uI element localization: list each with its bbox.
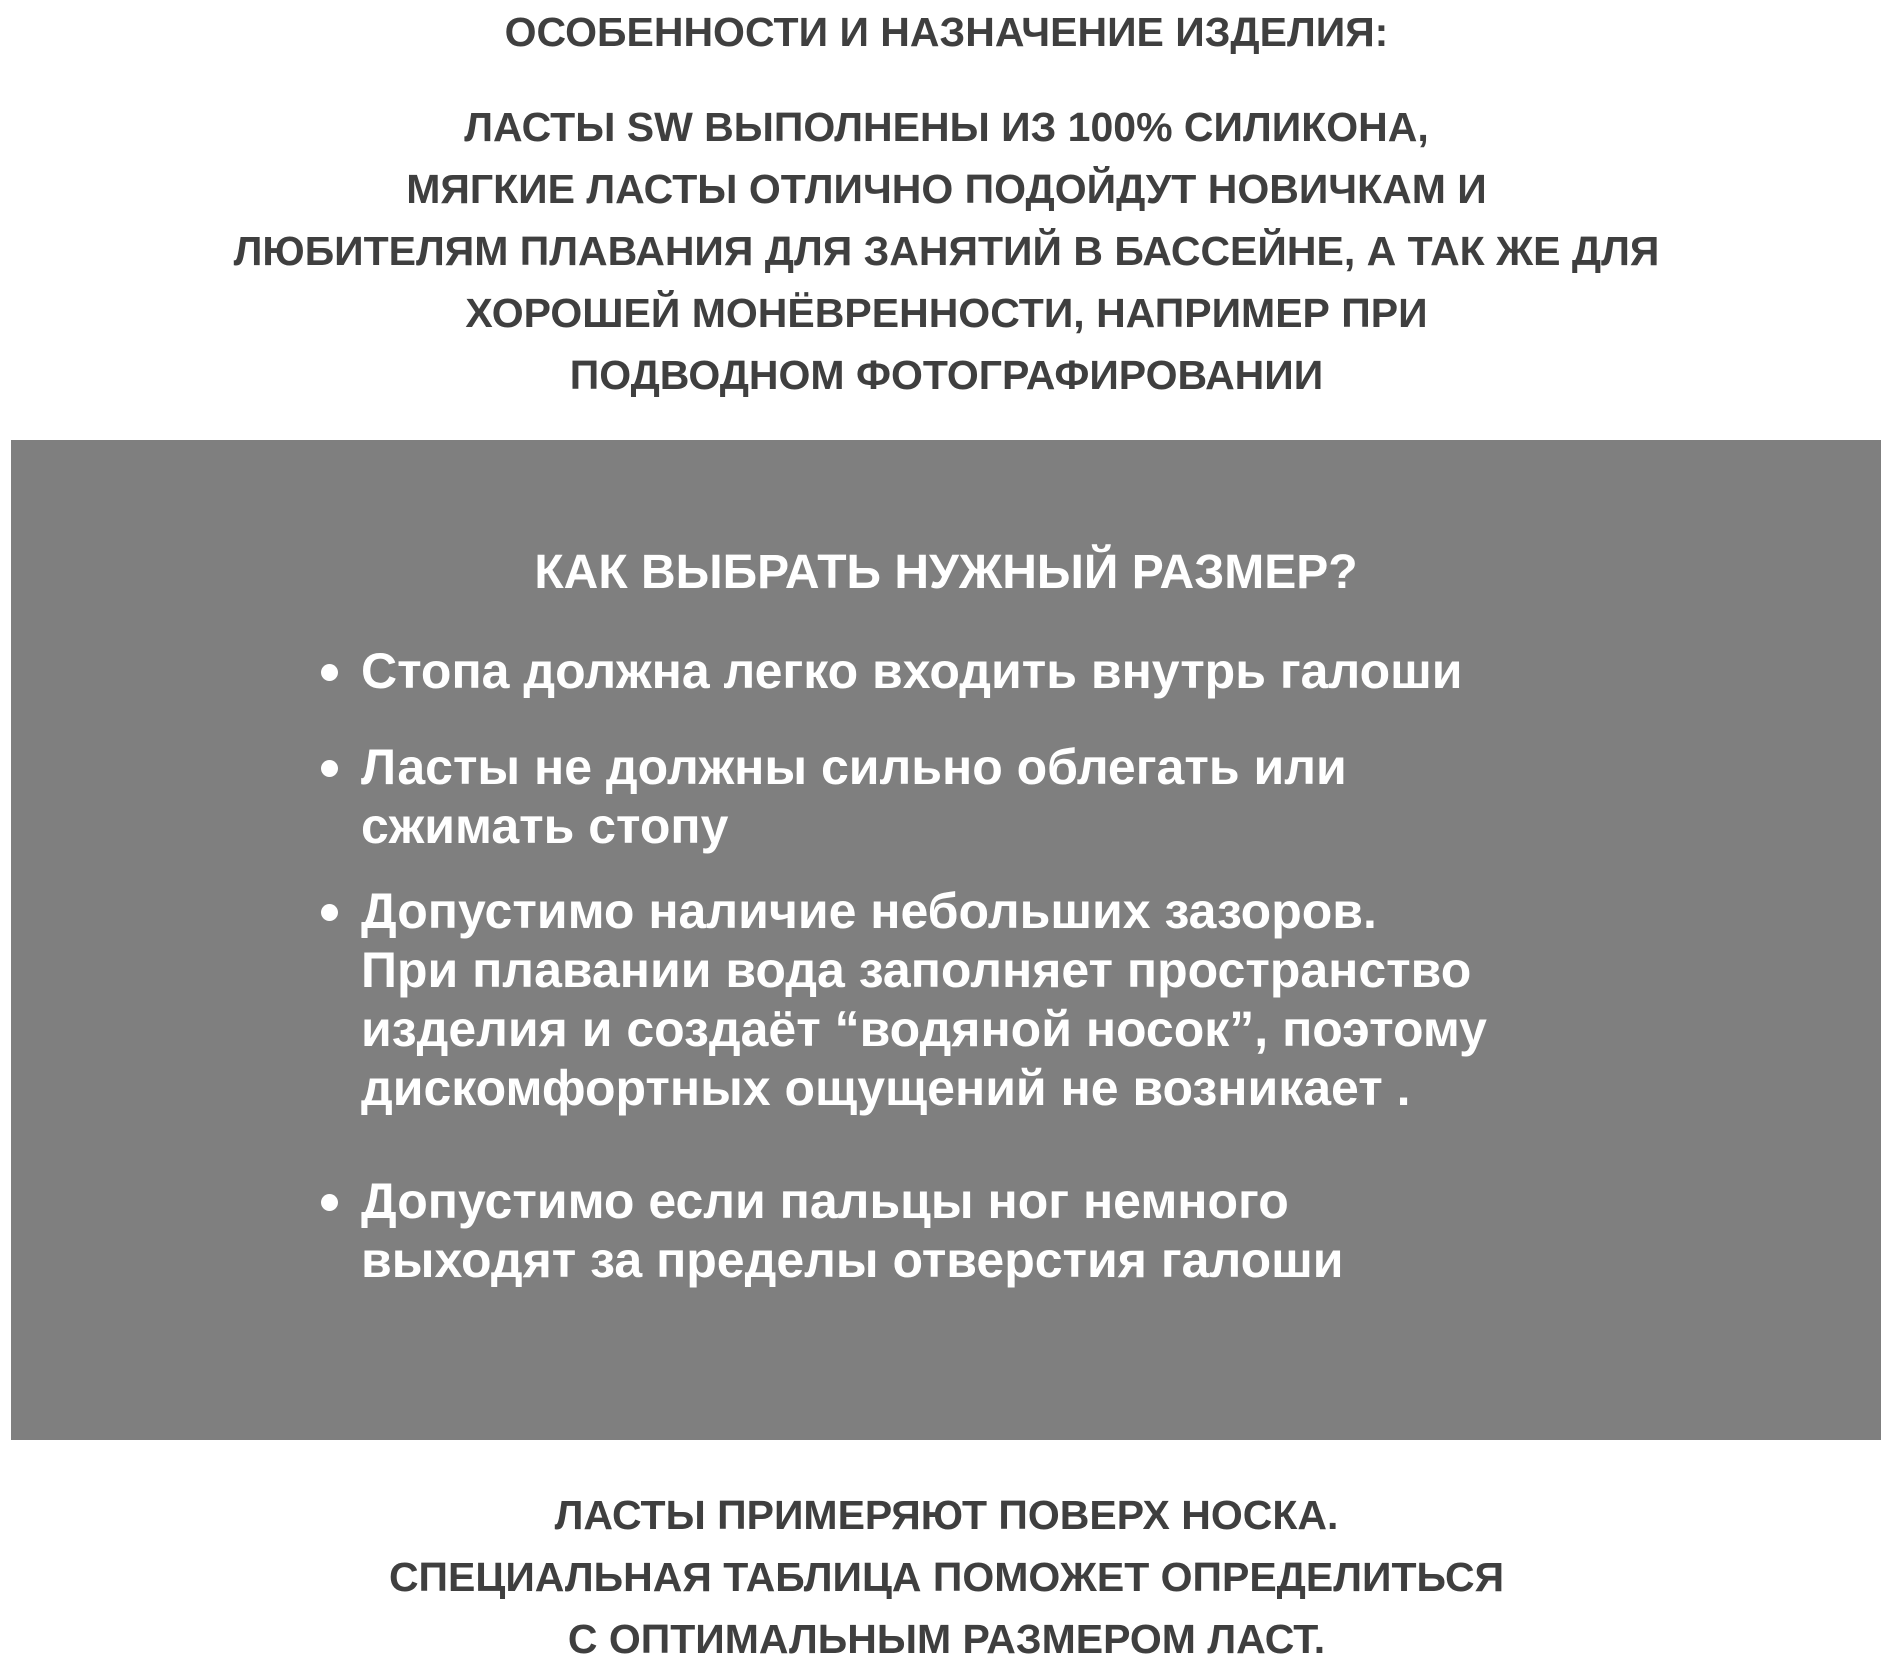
fitting-note [0,1484,1893,1670]
note-line: СПЕЦИАЛЬНАЯ ТАБЛИЦА ПОМОЖЕТ ОПРЕДЕЛИТЬСЯ [388,1554,1505,1600]
size-guide-title: КАК ВЫБРАТЬ НУЖНЫЙ РАЗМЕР? [534,546,1358,599]
tip-line: При плавании вода заполняет пространство [361,942,1472,998]
size-guide-panel [11,440,1881,1440]
tip-line: выходят за пределы отверстия галоши [361,1232,1344,1288]
description-line: МЯГКИЕ ЛАСТЫ ОТЛИЧНО ПОДОЙДУТ НОВИЧКАМ И [406,166,1487,212]
features-heading: ОСОБЕННОСТИ И НАЗНАЧЕНИЕ ИЗДЕЛИЯ: [504,9,1389,55]
product-description [0,96,1893,406]
note-line: ЛАСТЫ ПРИМЕРЯЮТ ПОВЕРХ НОСКА. [554,1492,1339,1538]
tip-line: Стопа должна легко входить внутрь галоши [361,643,1463,699]
note-line: С ОПТИМАЛЬНЫМ РАЗМЕРОМ ЛАСТ. [567,1616,1326,1662]
size-tip [361,1172,1761,1290]
tip-line: Допустимо если пальцы ног немного [361,1173,1289,1229]
size-tip [361,882,1761,1118]
description-line: ЛАСТЫ SW ВЫПОЛНЕНЫ ИЗ 100% СИЛИКОНА, [464,104,1429,150]
tip-line: изделия и создаёт “водяной носок”, поэтому [361,1001,1487,1057]
bullet-icon [321,1194,338,1211]
tip-line: Допустимо наличие небольших зазоров. [361,883,1377,939]
bullet-icon [321,760,338,777]
tip-line: сжимать стопу [361,798,729,854]
bullet-icon [321,904,338,921]
description-line: ХОРОШЕЙ МОНЁВРЕННОСТИ, НАПРИМЕР ПРИ [465,290,1428,336]
tip-line: дискомфортных ощущений не возникает . [361,1060,1411,1116]
description-line: ПОДВОДНОМ ФОТОГРАФИРОВАНИИ [569,352,1324,398]
tip-line: Ласты не должны сильно облегать или [361,739,1347,795]
size-tip [361,642,1761,701]
size-tip [361,738,1761,856]
description-line: ЛЮБИТЕЛЯМ ПЛАВАНИЯ ДЛЯ ЗАНЯТИЙ В БАССЕЙНЕ, А ТАК ЖЕ ДЛЯ [233,228,1660,274]
bullet-icon [321,664,338,681]
